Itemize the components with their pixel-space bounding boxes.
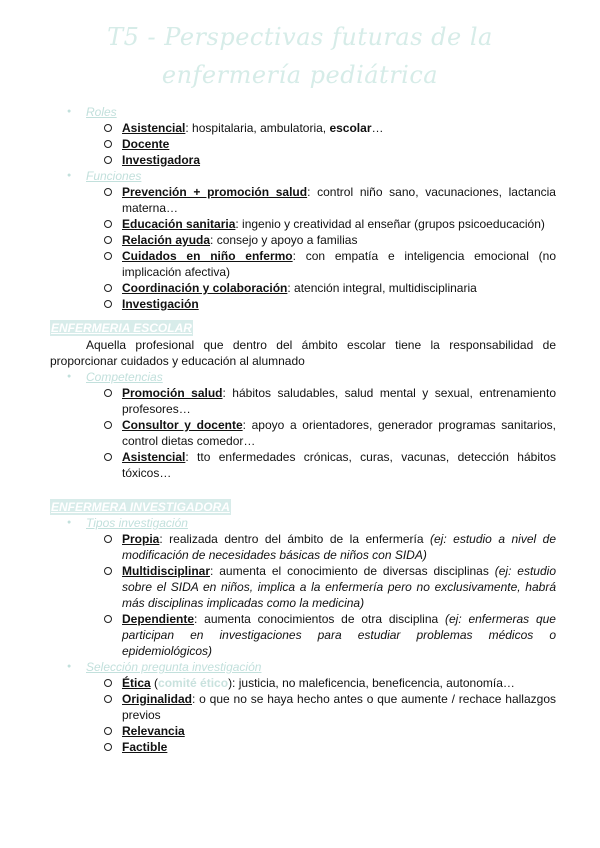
heading-tipos-investigacion: ● Tipos investigación (0, 515, 600, 531)
paragraph-escolar: Aquella profesional que dentro del ámbito escolar tiene la responsabilidad de proporcionar cuidados y educación al alumnado (50, 338, 556, 368)
term: Propia (122, 532, 160, 546)
item-text: : realizada dentro del ámbito de la enfermería (159, 532, 430, 546)
term: Cuidados en niño enfermo (122, 249, 293, 263)
item-example: (ej: estudio a nivel de modificación de necesidades básicas de niños con SIDA) (122, 532, 556, 562)
item-text: : tto enfermedades crónicas, curas, vacunas, detección hábitos tóxicos… (122, 450, 556, 480)
term: Factible (122, 740, 168, 754)
term: Educación sanitaria (122, 217, 236, 231)
item-text: : con empatía e inteligencia emocional (no implicación afectiva) (122, 249, 556, 279)
list-item-competencia (0, 449, 600, 481)
heading-funciones: ● Funciones (0, 168, 600, 184)
list-item-seleccion (0, 723, 600, 739)
term: Ética (122, 676, 151, 690)
spacer (0, 481, 600, 499)
term: Prevención + promoción salud (122, 185, 308, 199)
term: Asistencial (122, 450, 186, 464)
term: Docente (122, 137, 170, 151)
list-item-funcion (0, 184, 600, 216)
term: Dependiente (122, 612, 195, 626)
item-example: (ej: estudio sobre el SIDA en niños, implica a la enfermería pero no exclusivamente, habrá más disciplinas implicadas como la medicina) (122, 564, 556, 610)
item-text: … (371, 121, 384, 135)
document-body (0, 104, 600, 755)
term: Asistencial (122, 121, 186, 135)
list-item-tipo (0, 531, 600, 563)
list-item-funcion (0, 296, 600, 312)
item-text: ( (150, 676, 159, 690)
list-item-funcion (0, 216, 600, 232)
item-text: : apoyo a orientadores, generador programas sanitarios, control dietas comedor… (122, 418, 556, 448)
term: Relación ayuda (122, 233, 211, 247)
term: Relevancia (122, 724, 185, 738)
list-item-seleccion (0, 691, 600, 723)
item-text: : aumenta conocimientos de otra disciplina (194, 612, 445, 626)
term: Originalidad (122, 692, 193, 706)
list-item-funcion (0, 280, 600, 296)
list-item-seleccion (0, 739, 600, 755)
list-item-competencia (0, 417, 600, 449)
item-text: : aumenta el conocimiento de diversas disciplinas (210, 564, 495, 578)
term: Promoción salud (122, 386, 223, 400)
item-text: : hospitalaria, ambulatoria, (185, 121, 330, 135)
item-muted: comité ético (158, 676, 229, 690)
list-item-role (0, 136, 600, 152)
list-item-tipo (0, 611, 600, 659)
heading-seleccion-pregunta: ● Selección pregunta investigación (0, 659, 600, 675)
term: Investigadora (122, 153, 201, 167)
term: Coordinación y colaboración (122, 281, 288, 295)
item-text: ): justicia, no maleficencia, beneficencia, autonomía… (228, 676, 515, 690)
item-text: : consejo y apoyo a familias (210, 233, 358, 247)
heading-competencias: ● Competencias (0, 369, 600, 385)
list-item-seleccion (0, 675, 600, 691)
page-title: T5 - Perspectivas futuras de la enfermería pediátrica (107, 23, 493, 89)
list-item-funcion (0, 248, 600, 280)
heading-roles: ● Roles (0, 104, 600, 120)
item-text: : hábitos saludables, salud mental y sexual, entrenamiento profesores… (122, 386, 556, 416)
list-item-funcion (0, 232, 600, 248)
term: Multidisciplinar (122, 564, 211, 578)
list-item-competencia (0, 385, 600, 417)
item-bold: escolar (329, 121, 372, 135)
term: Consultor y docente (122, 418, 243, 432)
item-text: : atención integral, multidisciplinaria (287, 281, 477, 295)
list-item-role (0, 152, 600, 168)
section-heading-escolar: ENFERMERIA ESCOLAR (51, 321, 192, 335)
item-text: : ingenio y creatividad al enseñar (grupos psicoeducación) (235, 217, 545, 231)
item-text: : o que no se haya hecho antes o que aumente / rechace hallazgos previos (122, 692, 556, 722)
list-item-tipo (0, 563, 600, 611)
term: Investigación (122, 297, 199, 311)
list-item-role (0, 120, 600, 136)
section-heading-investigadora: ENFERMERA INVESTIGADORA (51, 500, 230, 514)
item-text: : control niño sano, vacunaciones, lactancia materna… (122, 185, 556, 215)
item-example: (ej: enfermeras que participan en investigaciones para estudiar problemas médicos o epidemiológicos) (122, 612, 556, 658)
